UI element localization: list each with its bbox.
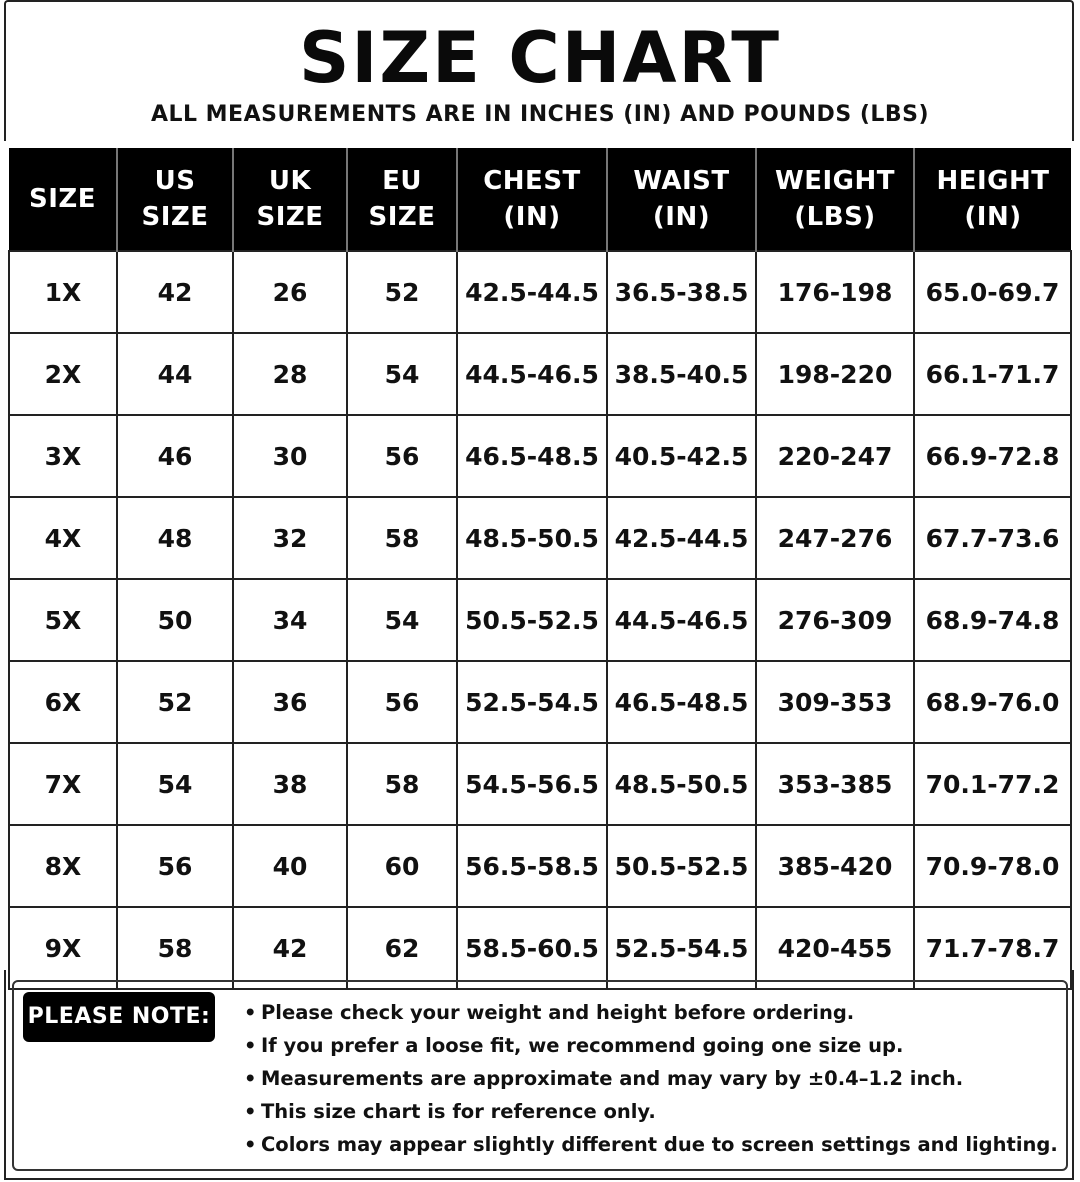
column-header [607, 148, 756, 251]
note-item [244, 1128, 1058, 1161]
table-cell: 38 [233, 743, 347, 825]
note-text: If you prefer a loose fit, we recommend going one size up. [261, 1034, 904, 1057]
table-row [9, 579, 1071, 661]
table-cell: 50.5-52.5 [457, 579, 607, 661]
table-cell: 66.1-71.7 [914, 333, 1071, 415]
column-header-line: US [154, 166, 196, 196]
bullet-icon: • [244, 1100, 257, 1123]
column-header-line: SIZE [256, 202, 324, 232]
bullet-icon: • [244, 1001, 257, 1024]
please-note-badge: PLEASE NOTE: [23, 992, 215, 1042]
table-cell: 54 [347, 333, 457, 415]
table-cell: 309-353 [756, 661, 914, 743]
column-header-line: SIZE [141, 202, 209, 232]
table-cell: 3X [9, 415, 117, 497]
column-header-line: CHEST [483, 166, 581, 196]
size-table [8, 148, 1072, 990]
table-cell: 56 [347, 415, 457, 497]
table-cell: 4X [9, 497, 117, 579]
table-cell: 276-309 [756, 579, 914, 661]
table-row [9, 743, 1071, 825]
page-title: SIZE CHART [298, 17, 782, 99]
table-cell: 52.5-54.5 [457, 661, 607, 743]
table-cell: 30 [233, 415, 347, 497]
table-cell: 65.0-69.7 [914, 251, 1071, 333]
table-cell: 40 [233, 825, 347, 907]
table-cell: 52 [347, 251, 457, 333]
page-subtitle: ALL MEASUREMENTS ARE IN INCHES (IN) AND POUNDS (LBS) [150, 102, 930, 127]
table-cell: 58.5-60.5 [457, 907, 607, 989]
table-cell: 36 [233, 661, 347, 743]
table-cell: 44 [117, 333, 233, 415]
column-header [9, 148, 117, 251]
note-text: This size chart is for reference only. [261, 1100, 656, 1123]
column-header-line: UK [268, 166, 312, 196]
table-cell: 176-198 [756, 251, 914, 333]
table-cell: 7X [9, 743, 117, 825]
table-cell: 70.9-78.0 [914, 825, 1071, 907]
column-header [756, 148, 914, 251]
table-cell: 26 [233, 251, 347, 333]
note-item [244, 1062, 1058, 1095]
table-cell: 48.5-50.5 [457, 497, 607, 579]
table-cell: 54 [347, 579, 457, 661]
table-cell: 28 [233, 333, 347, 415]
table-cell: 44.5-46.5 [607, 579, 756, 661]
table-cell: 54 [117, 743, 233, 825]
column-header [347, 148, 457, 251]
note-list [244, 996, 1058, 1161]
table-row [9, 661, 1071, 743]
bullet-icon: • [244, 1067, 257, 1090]
column-header-line: SIZE [28, 184, 96, 214]
table-row [9, 333, 1071, 415]
table-cell: 44.5-46.5 [457, 333, 607, 415]
column-header-line: HEIGHT [936, 166, 1050, 196]
table-cell: 56 [117, 825, 233, 907]
table-cell: 38.5-40.5 [607, 333, 756, 415]
column-header-line: (IN) [964, 202, 1022, 232]
column-header-line: (IN) [652, 202, 711, 232]
table-cell: 42.5-44.5 [607, 497, 756, 579]
table-cell: 42 [233, 907, 347, 989]
table-cell: 62 [347, 907, 457, 989]
table-cell: 48 [117, 497, 233, 579]
table-cell: 5X [9, 579, 117, 661]
column-header-line: (LBS) [794, 202, 876, 232]
table-cell: 66.9-72.8 [914, 415, 1071, 497]
table-row [9, 415, 1071, 497]
note-text: Colors may appear slightly different due to screen settings and lighting. [261, 1133, 1058, 1156]
table-cell: 42.5-44.5 [457, 251, 607, 333]
table-cell: 220-247 [756, 415, 914, 497]
table-row [9, 251, 1071, 333]
table-cell: 9X [9, 907, 117, 989]
table-cell: 420-455 [756, 907, 914, 989]
table-cell: 58 [117, 907, 233, 989]
table-cell: 8X [9, 825, 117, 907]
table-cell: 6X [9, 661, 117, 743]
table-cell: 198-220 [756, 333, 914, 415]
table-cell: 67.7-73.6 [914, 497, 1071, 579]
table-cell: 54.5-56.5 [457, 743, 607, 825]
table-cell: 46.5-48.5 [457, 415, 607, 497]
table-cell: 48.5-50.5 [607, 743, 756, 825]
table-row [9, 497, 1071, 579]
note-item [244, 1095, 1058, 1128]
table-cell: 353-385 [756, 743, 914, 825]
table-cell: 50 [117, 579, 233, 661]
note-text: Measurements are approximate and may vary by ±0.4–1.2 inch. [261, 1067, 964, 1090]
bullet-icon: • [244, 1034, 257, 1057]
column-header-line: EU [382, 166, 422, 196]
table-cell: 40.5-42.5 [607, 415, 756, 497]
table-cell: 68.9-76.0 [914, 661, 1071, 743]
table-cell: 50.5-52.5 [607, 825, 756, 907]
column-header [117, 148, 233, 251]
table-cell: 46.5-48.5 [607, 661, 756, 743]
table-cell: 42 [117, 251, 233, 333]
table-cell: 56.5-58.5 [457, 825, 607, 907]
table-cell: 247-276 [756, 497, 914, 579]
note-text: Please check your weight and height before ordering. [261, 1001, 855, 1024]
column-header-line: SIZE [368, 202, 436, 232]
table-cell: 385-420 [756, 825, 914, 907]
table-body [9, 251, 1071, 989]
column-header-line: WEIGHT [775, 166, 895, 196]
column-header [233, 148, 347, 251]
table-cell: 68.9-74.8 [914, 579, 1071, 661]
table-cell: 56 [347, 661, 457, 743]
bullet-icon: • [244, 1133, 257, 1156]
table-cell: 71.7-78.7 [914, 907, 1071, 989]
table-cell: 52.5-54.5 [607, 907, 756, 989]
table-cell: 46 [117, 415, 233, 497]
table-cell: 32 [233, 497, 347, 579]
table-cell: 1X [9, 251, 117, 333]
table-cell: 58 [347, 497, 457, 579]
table-cell: 52 [117, 661, 233, 743]
table-header-row [9, 148, 1071, 251]
table-cell: 2X [9, 333, 117, 415]
table-cell: 36.5-38.5 [607, 251, 756, 333]
note-item [244, 1029, 1058, 1062]
column-header [914, 148, 1071, 251]
column-header-line: (IN) [503, 202, 561, 232]
table-cell: 58 [347, 743, 457, 825]
table-cell: 60 [347, 825, 457, 907]
table-cell: 34 [233, 579, 347, 661]
column-header-line: WAIST [633, 166, 730, 196]
table-cell: 70.1-77.2 [914, 743, 1071, 825]
table-row [9, 825, 1071, 907]
note-item [244, 996, 1058, 1029]
column-header [457, 148, 607, 251]
